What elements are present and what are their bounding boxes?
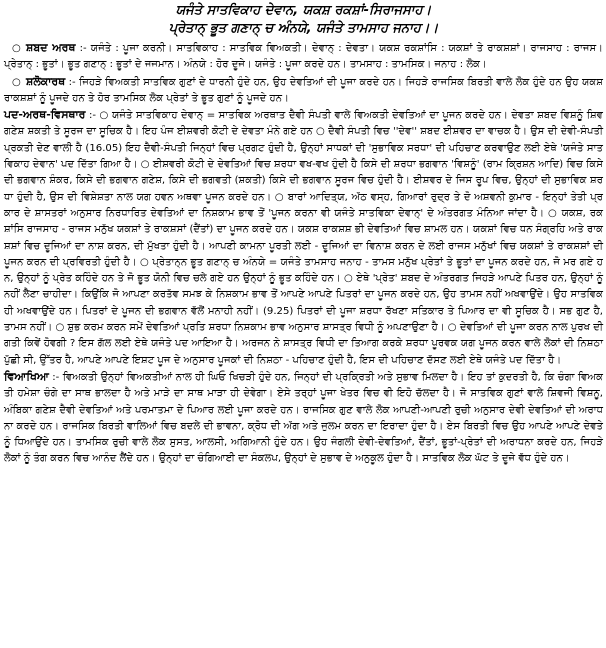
shabad-arth-body: :- ਯਜੰਤੇ : ਪੂਜਾ ਕਰਨੀ। ਸਾਤਵਿਕਾਹ : ਸਾਤਵਿਕ ਵਿਅਕਤੀ। ਦੇਵਾਨ੍ : ਦੇਵਤਾ। ਯਕਸ਼ ਰਕਸ਼ਾਂਸਿ : ਯਕਸ਼ਾਂ ਤੇ ਰਾਕਸ਼ਸ਼ਾਂ। ਰਾਜਸਾਹ : ਰਾਜਸ। ਪ੍ਰੇਤਾਨ੍ : ਭੂਤਾਂ। ਭੂਤ ਗਣਾਨ੍ : ਭੂਤਾਂ ਦੇ ਜਜਮਾਨ। ਅੰਨਯੇ : ਹੋਰ ਦੂਜੇ। ਯਜੰਤੇ : ਪੂਜਾ ਕਰਦੇ ਹਨ। ਤਾਮਸਾਹ : ਤਾਮਸਿਕ। ਜਨਾਹ : ਲੋਕ। [4, 43, 603, 71]
verse-line-1: ਯਜੰਤੇ ਸਾਤਵਿਕਾਹ ਦੇਵਾਨ, ਯਕਸ਼ ਰਕਸ਼ਾਂ-ਸਿਰਾਜਸਾਹ। [175, 3, 432, 18]
shabad-arth-section [4, 40, 603, 74]
viakhia-section [4, 369, 603, 468]
bullet-icon: ○ [12, 76, 21, 88]
shabad-arth-heading: ਸ਼ਬਦ ਅਰਥ [26, 41, 76, 54]
pad-arth-heading: ਪਦ-ਅਰਥ-ਵਿਸਥਾਰ [4, 108, 86, 122]
shlokarth-heading: ਸ਼ਲੋਕਾਰਥ [26, 74, 66, 88]
shlokarth-body: :- ਜਿਹੜੇ ਵਿਅਕਤੀ ਸਾਤਵਿਕ ਗੁਣਾਂ ਦੇ ਧਾਰਨੀ ਹੁੰਦੇ ਹਨ, ਉਹ ਦੇਵਤਿਆਂ ਦੀ ਪੂਜਾ ਕਰਦੇ ਹਨ। ਜਿਹੜੇ ਰਾਜਸਿਕ ਬਿਰਤੀ ਵਾਲੇ ਲੋਕ ਹੁੰਦੇ ਹਨ ਉਹ ਯਕਸ਼ ਰਾਕਸ਼ਸ਼ਾਂ ਨੂੰ ਪੂਜਦੇ ਹਨ ਤੇ ਹੋਰ ਤਾਮਸਿਕ ਲੋਕ ਪ੍ਰੇਤਾਂ ਤੇ ਭੂਤ ਗੁਣਾਂ ਨੂੰ ਪੂਜਦੇ ਹਨ। [4, 76, 604, 104]
viakhia-body: :- ਵਿਅਕਤੀ ਉਨ੍ਹਾਂ ਵਿਅਕਤੀਆਂ ਨਾਲ ਹੀ ਘਿਓ ਖਿਚੜੀ ਹੁੰਦੇ ਹਨ, ਜਿਨ੍ਹਾਂ ਦੀ ਪ੍ਰਕ੍ਰਿਤੀ ਅਤੇ ਸੁਭਾਵ ਮਿਲਦਾ ਹੈ। ਇਹ ਤਾਂ ਕੁਦਰਤੀ ਹੈ, ਕਿ ਚੰਗਾ ਵਿਅਕਤੀ ਹਮੇਸ਼ਾ ਚੰਗੇ ਦਾ ਸਾਥ ਭਾਲਦਾ ਹੈ ਅਤੇ ਮਾੜੇ ਦਾ ਸਾਥ ਮਾੜਾ ਹੀ ਦੇਵੇਗਾ। ਏਸੇ ਤਰ੍ਹਾਂ ਪੂਜਾ ਖੇਤਰ ਵਿਚ ਵੀ ਇਹੋ ਚੱਲਦਾ ਹੈ। ਜੋ ਸਾਤਵਿਕ ਗੁਣਾਂ ਵਾਲੇ ਸ਼ਿਵਜੀ ਵਿਸ਼ਨੂ, ਅੰਬਿਕਾ ਗਣੇਸ਼ ਦੈਵੀ ਦੇਵਤਿਆਂ ਅਤੇ ਪਰਮਾਤਮਾ ਦੇ ਪਿਆਰ ਲਈ ਪੂਜਾ ਕਰਦੇ ਹਨ। ਰਾਜਸਿਕ ਗੁਣ ਵਾਲੇ ਲੋਕ ਆਪਣੀ-ਆਪਣੀ ਰੁਚੀ ਅਨੁਸਾਰ ਦੇਵੀ ਦੇਵਤਿਆਂ ਦੀ ਅਰਾਧਨਾ ਕਰਦੇ ਹਨ। ਰਾਜਸਿਕ ਬਿਰਤੀ ਵਾਲਿਆਂ ਵਿਚ ਬਦਲੇ ਦੀ ਭਾਵਨਾ, ਕ੍ਰੋਧ ਦੀ ਅੱਗ ਅਤੇ ਜੁਲਮ ਕਰਨ ਦਾ ਇਰਾਦਾ ਹੁੰਦਾ ਹੈ। ਏਸ ਬਿਰਤੀ ਵਿਚ ਉਹ ਆਪਣੇ ਆਪਣੇ ਦੇਵਤੇ ਨੂੰ ਧਿਆਉਂਦੇ ਹਨ। ਤਾਮਸਿਕ ਰੁਚੀ ਵਾਲੇ ਲੋਕ ਸੁਸਤ, ਆਲਸੀ, ਅਗਿਆਨੀ ਹੁੰਦੇ ਹਨ। ਉਹ ਜੰਗਲੀ ਦੇਵੀ-ਦੇਵਤਿਆਂ, ਦੈਂਤਾਂ, ਭੂਤਾਂ-ਪ੍ਰੇਤਾਂ ਦੀ ਅਰਾਧਨਾ ਕਰਦੇ ਹਨ, ਜਿਹੜੇ ਲੋਕਾਂ ਨੂੰ ਤੰਗ ਕਰਨ ਵਿਚ ਆਨੰਦ ਲੈਂਦੇ ਹਨ। ਉਨ੍ਹਾਂ ਦਾ ਚੰਗਿਆਈ ਦਾ ਸੰਕਲਪ, ਉਨ੍ਹਾਂ ਦੇ ਸੁਭਾਵ ਦੇ ਅਨੁਕੂਲ ਹੁੰਦਾ ਹੈ। ਸਾਤਵਿਕ ਲੋਕ ਘੱਟ ਤੇ ਦੂਜੇ ਵੱਧ ਹੁੰਦੇ ਹਨ। [4, 371, 604, 465]
shlokarth-section [4, 74, 603, 108]
verse-line-2: ਪ੍ਰੇਤਾਨ੍ ਭੂਤ ਗਣਾਨ੍ ਚ ਅੰਨਯੇ, ਯਜੰਤੇ ਤਾਮਸਾਹ ਜਨਾਹ।। [168, 21, 439, 36]
bullet-icon: ○ [12, 43, 21, 54]
pad-arth-section [4, 107, 603, 369]
viakhia-heading: ਵਿਆਖਿਆ [4, 369, 49, 383]
pad-arth-body: :- ○ ਯਜੰਤੇ ਸਾਤਵਿਕਾਹ ਦੇਵਾਨ੍ = ਸਾਤਵਿਕ ਅਰਥਾਤ ਦੈਵੀ ਸੰਪਤੀ ਵਾਲੇ ਵਿਅਕਤੀ ਦੇਵਤਿਆਂ ਦਾ ਪੂਜਨ ਕਰਦੇ ਹਨ। ਦੇਵਤਾ ਸ਼ਬਦ ਵਿਸ਼ਨੂੰ ਸ਼ਿਵ ਗਣੇਸ਼ ਸ਼ਕਤੀ ਤੇ ਸੂਰਜ ਦਾ ਸੂਚਿਕ ਹੈ। ਇਹ ਪੰਜ ਈਸ਼ਵਰੀ ਕੋਟੀ ਦੇ ਦੇਵਤਾ ਮੰਨੇ ਗਏ ਹਨ ○ ਦੈਵੀ ਸੰਪਤੀ ਵਿਚ ''ਦੇਵ'' ਸ਼ਬਦ ਈਸ਼ਵਰ ਦਾ ਵਾਚਕ ਹੈ। ਉਸ ਦੀ ਦੇਵੀ-ਸੰਪਤੀ ਪ੍ਰਕਤੀ ਦੇਣ ਵਾਲੀ ਹੈ (16.05) ਇਹ ਦੈਵੀ-ਸੰਪਤੀ ਜਿਨ੍ਹਾਂ ਵਿਚ ਪ੍ਰਗਟ ਹੁੰਦੀ ਹੈ, ਉਨ੍ਹਾਂ ਸਾਧਕਾਂ ਦੀ 'ਸੁਭਾਵਿਕ ਸਰਧਾ' ਦੀ ਪਹਿਚਾਣ ਕਰਵਾਉਣ ਲਈ ਏਥੇ 'ਯਜੰਤੇ ਸਾਤਵਿਕਾਹ ਦੇਵਾਨ' ਪਦ ਦਿੱਤਾ ਗਿਆ ਹੈ। ○ ਈਸ਼ਵਰੀ ਕੋਟੀ ਦੇ ਦੇਵਤਿਆਂ ਵਿਚ ਸ਼ਰਧਾ ਵਖ-ਵਖ ਹੁੰਦੀ ਹੈ ਕਿਸੇ ਦੀ ਸ਼ਰਧਾ ਭਗਵਾਨ 'ਵਿਸ਼ਨੂੰ' (ਰਾਮ ਕ੍ਰਿਸ਼ਨ ਆਦਿ) ਵਿਚ ਕਿਸੇ ਦੀ ਭਗਵਾਨ ਸ਼ੰਕਰ, ਕਿਸੇ ਦੀ ਭਗਵਾਨ ਗਣੇਸ਼, ਕਿਸੇ ਦੀ ਭਗਵਤੀ (ਸ਼ਕਤੀ) ਕਿਸੇ ਦੀ ਭਗਵਾਨ ਸੂਰਜ ਵਿਚ ਹੁੰਦੀ ਹੈ। ਈਸ਼ਵਰ ਦੇ ਜਿਸ ਰੂਪ ਵਿਚ, ਉਨ੍ਹਾਂ ਦੀ ਸੁਭਾਵਿਕ ਸ਼ਰਧਾ ਹੁੰਦੀ ਹੈ, ਉਸ ਦੀ ਵਿਸ਼ੇਸ਼ਤਾ ਨਾਲ ਯਗ ਹਵਨ ਅਥਵਾ ਪੂਜਨ ਕਰਦੇ ਹਨ। ○ ਬਾਰਾਂ ਆਦਿਤ੍ਯ, ਅੱਠ ਵਸ੍ਹ, ਗਿਆਰਾਂ ਰੁਦ੍ਰ ਤੇ ਦੋ ਅਸ਼ਵਨੀ ਕੁਮਾਰ - ਇਨ੍ਹਾਂ ਤੇਤੀ ਪ੍ਰਕਾਰ ਦੇ ਸ਼ਾਸਤਰਾਂ ਅਨੁਸਾਰ ਨਿਰਧਾਰਿਤ ਦੇਵਤਿਆਂ ਦਾ ਨਿਸ਼ਕਾਮ ਭਾਵ ਤੋਂ 'ਪੂਜਨ ਕਰਨਾ ਵੀ ਯਜੰਤੇ ਸਾਤਵਿਕਾ ਦੇਵਾਨ੍' ਦੇ ਅੰਤਰਗਤ ਮੰਨਿਆ ਜਾਂਦਾ ਹੈ। ○ ਯਕਸ਼, ਰਕਸ਼ਾਂਸਿ ਰਾਜਸਾਹ - ਰਾਜਸ ਮਨੁੱਖ ਯਕਸ਼ਾਂ ਤੇ ਰਾਕਸ਼ਸਾਂ (ਦੈਂਤਾਂ) ਦਾ ਪੂਜਨ ਕਰਦੇ ਹਨ। ਯਕਸ਼ ਰਾਕਸ਼ਸ਼ ਭੀ ਦੇਵਤਿਆਂ ਵਿਚ ਸ਼ਾਮਲ ਹਨ। ਯਕਸ਼ਾਂ ਵਿਚ ਧਨ ਸੰਗ੍ਰਹਿ ਅਤੇ ਰਾਕਸ਼ਸ਼ਾਂ ਵਿਚ ਦੂਜਿਆਂ ਦਾ ਨਾਸ਼ ਕਰਨ, ਦੀ ਮੁੱਖਤਾ ਹੁੰਦੀ ਹੈ। ਆਪਣੀ ਕਾਮਨਾ ਪੂਰਤੀ ਲਈ - ਦੂਜਿਆਂ ਦਾ ਵਿਨਾਸ਼ ਕਰਨ ਦੇ ਲਈ ਰਾਜਸ ਮਨੁੱਖਾਂ ਵਿਚ ਯਕਸ਼ਾਂ ਤੇ ਰਾਕਸ਼ਸ਼ਾਂ ਦੀ ਪੂਜਨ ਕਰਨ ਦੀ ਪ੍ਰਵਿਰਤੀ ਹੁੰਦੀ ਹੈ। ○ ਪ੍ਰੇਤਾਨ੍ਨ ਭੂਤ ਗਣਾਨ੍ ਚ ਅੰਨਯੇ = ਯਜੰਤੇ ਤਾਮਸਾਹ ਜਨਾਹ - ਤਾਮਸ ਮਨੁੱਖ ਪ੍ਰੇਤਾਂ ਤੇ ਭੂਤਾਂ ਦਾ ਪੂਜਨ ਕਰਦੇ ਹਨ, ਜੋ ਮਰ ਗਏ ਹਨ, ਉਨ੍ਹਾਂ ਨੂੰ ਪ੍ਰੇਤ ਕਹਿੰਦੇ ਹਨ ਤੇ ਜੋ ਭੂਤ ਯੋਨੀ ਵਿਚ ਚਲੇ ਗਏ ਹਨ ਉਨ੍ਹਾਂ ਨੂੰ ਭੂਤ ਕਹਿੰਦੇ ਹਨ। ○ ਏਥੇ 'ਪ੍ਰੇਤ' ਸ਼ਬਦ ਦੇ ਅੰਤਰਗਤ ਜਿਹੜੇ ਆਪਣੇ ਪਿਤਰ ਹਨ, ਉਨ੍ਹਾਂ ਨੂੰ ਨਹੀਂ ਲੈਣਾ ਚਾਹੀਦਾ। ਕਿਉਂਕਿ ਜੋ ਆਪਣਾ ਕਰਤੱਵ ਸਮਝ ਕੇ ਨਿਸ਼ਕਾਮ ਭਾਵ ਤੋਂ ਆਪਣੇ ਆਪਣੇ ਪਿਤਰਾਂ ਦਾ ਪੂਜਨ ਕਰਦੇ ਹਨ, ਉਹ ਤਾਮਸ ਨਹੀਂ ਅਖਵਾਉਂਦੇ। ਉਹ ਸਾਤਵਿਕ ਹੀ ਅਖਵਾਉਂਦੇ ਹਨ। ਪਿਤਰਾਂ ਦੇ ਪੂਜਨ ਦੀ ਭਗਵਾਨ ਵੱਲੋਂ ਮਨਾਹੀ ਨਹੀਂ। (9.25) ਪਿਤਰਾਂ ਦੀ ਪੂਜਾ ਸ਼ਰਧਾ ਰੱਖਣਾ ਸਤਿਕਾਰ ਤੇ ਪਿਆਰ ਦਾ ਵੀ ਸੂਚਿਕ ਹੈ। ਸਭ ਗੁਣ ਹੈ, ਤਾਮਸ ਨਹੀਂ। ○ ਸ਼ੁਭ ਕਰਮ ਕਰਨ ਸਮੇਂ ਦੇਵਤਿਆਂ ਪ੍ਰਤਿ ਸ਼ਰਧਾ ਨਿਸ਼ਕਾਮ ਭਾਵ ਅਨੁਸਾਰ ਸ਼ਾਸਤ੍ਰ ਵਿਧੀ ਨੂੰ ਅਪਣਾਉਣਾ ਹੈ। ○ ਦੇਵਤਿਆਂ ਦੀ ਪੂਜਾ ਕਰਨ ਨਾਲ ਪੁਰਖ ਦੀ ਗਤੀ ਕਿਵੇਂ ਹੋਵਗੀ ? ਇਸ ਗੱਲ ਲਈ ਏਥੇ ਯਜੰਤੇ ਪਦ ਆਇਆ ਹੈ। ਅਰਜਨ ਨੇ ਸ਼ਾਸਤ੍ਰ ਵਿਧੀ ਦਾ ਤਿਆਗ ਕਰਕੇ ਸ਼ਰਧਾ ਪੂਰਵਕ ਯਗ ਪੂਜਨ ਕਰਨ ਵਾਲੇ ਲੋਕਾਂ ਦੀ ਨਿਸ਼ਠਾ ਪੁੱਛੀ ਸੀ, ਉੱਤਰ ਹੈ, ਆਪਣੇ ਆਪਣੇ ਇਸ਼ਟ ਪੂਜ ਦੇ ਅਨੁਸਾਰ ਪੂਜਕਾਂ ਦੀ ਨਿਸ਼ਠਾ - ਪਹਿਚਾਣ ਹੁੰਦੀ ਹੈ, ਇਸ ਦੀ ਪਹਿਚਾਣ ਦੱਸਣ ਲਈ ਏਥੇ ਯਜੰਤੇ ਪਦ ਦਿੱਤਾ ਹੈ। [4, 110, 604, 366]
